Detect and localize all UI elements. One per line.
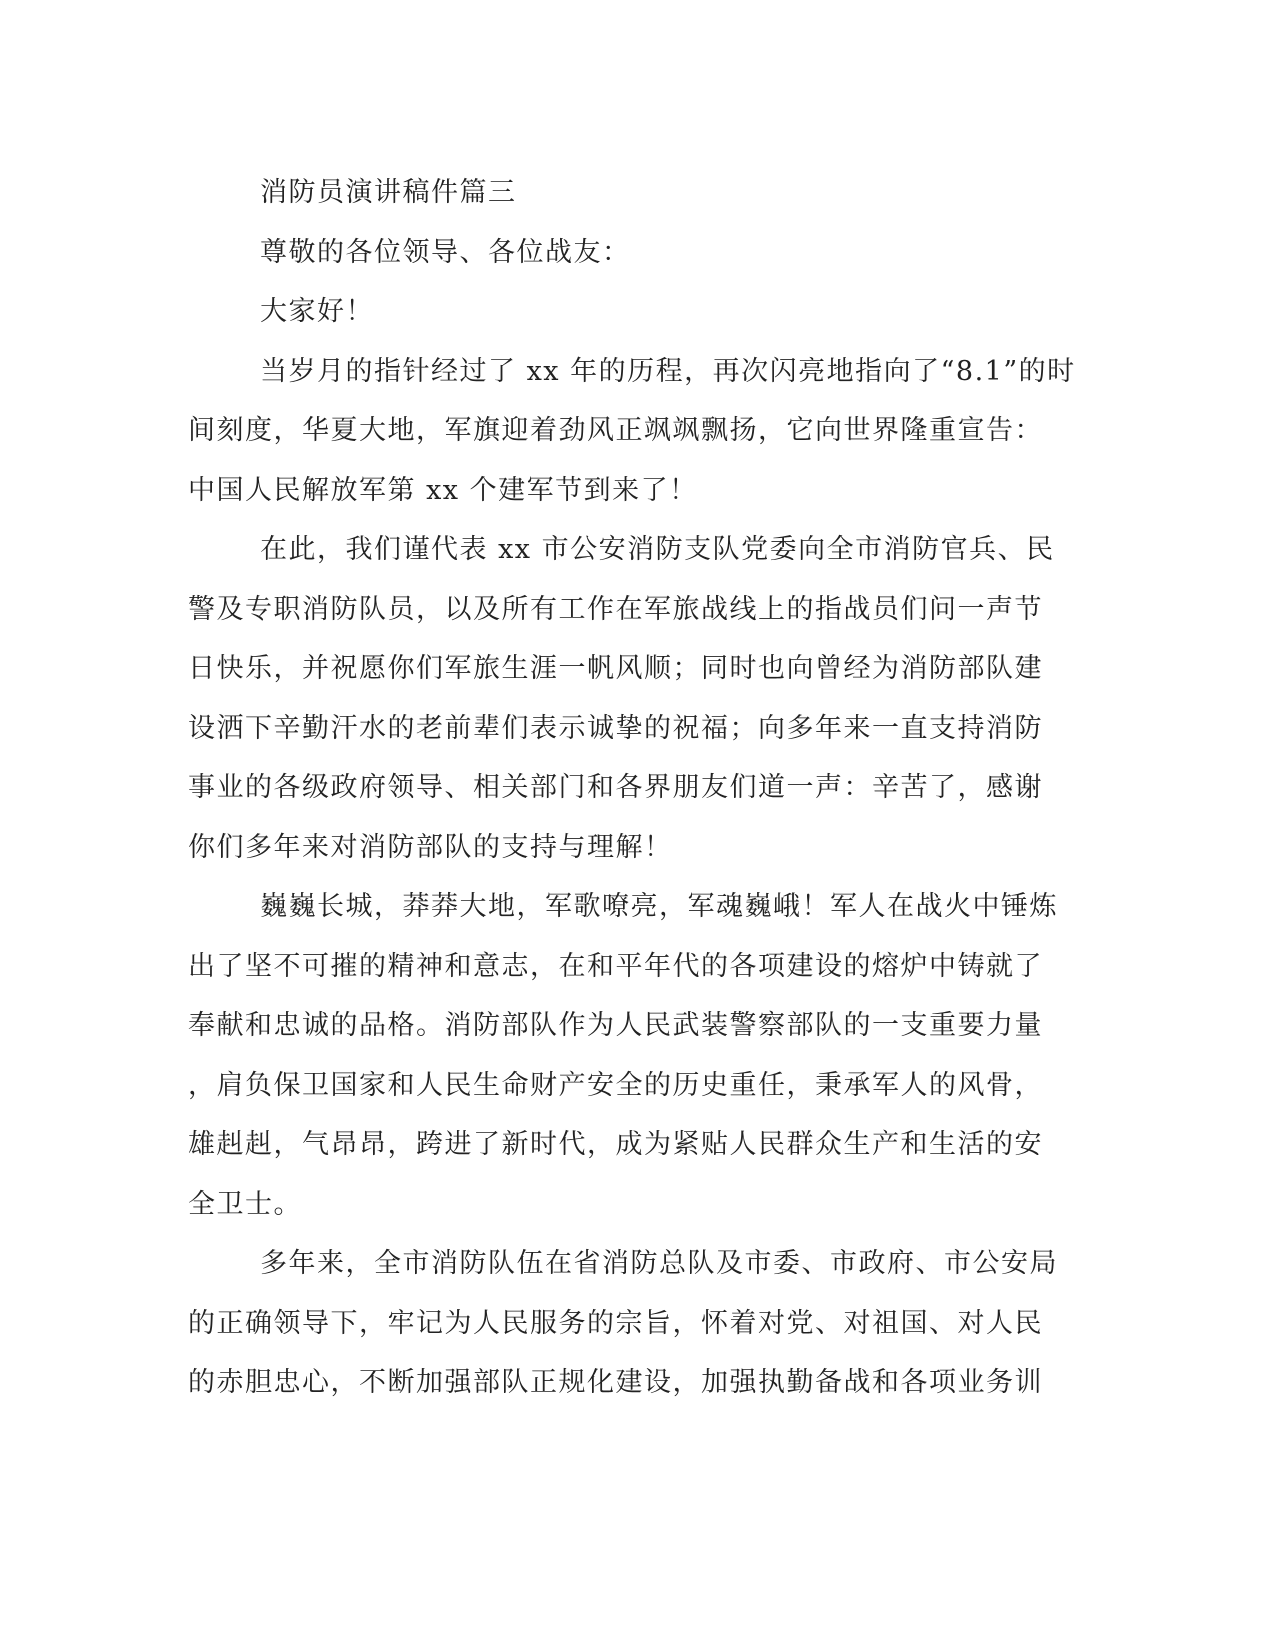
- text-line: 当岁月的指针经过了 xx 年的历程，再次闪亮地指向了“8.1”的时: [260, 355, 1076, 387]
- text-line: 的赤胆忠心，不断加强部队正规化建设，加强执勤备战和各项业务训: [188, 1367, 1043, 1398]
- document-body: [188, 163, 1076, 1413]
- text-line: 多年来，全市消防队伍在省消防总队及市委、市政府、市公安局: [260, 1248, 1058, 1279]
- text-line: 全卫士。: [188, 1188, 302, 1220]
- text-line: 大家好！: [260, 296, 374, 327]
- text-line: 设洒下辛勤汗水的老前辈们表示诚挚的祝福；向多年来一直支持消防: [188, 712, 1043, 744]
- text-line: 日快乐，并祝愿你们军旅生涯一帆风顺；同时也向曾经为消防部队建: [188, 653, 1043, 684]
- text-line: 你们多年来对消防部队的支持与理解！: [188, 831, 673, 863]
- text-line: 在此，我们谨代表 xx 市公安消防支队党委向全市消防官兵、民: [260, 534, 1055, 565]
- text-line: 警及专职消防队员，以及所有工作在军旅战线上的指战员们问一声节: [188, 593, 1043, 625]
- text-line: 出了坚不可摧的精神和意志，在和平年代的各项建设的熔炉中铸就了: [188, 950, 1043, 982]
- paragraph-3: [188, 877, 1068, 1234]
- text-line: 中国人民解放军第 xx 个建军节到来了！: [188, 474, 698, 506]
- text-line: 巍巍长城，莽莽大地，军歌嘹亮，军魂巍峨！军人在战火中锤炼: [260, 891, 1058, 922]
- paragraph-1: [188, 342, 1076, 521]
- text-line: 事业的各级政府领导、相关部门和各界朋友们道一声：辛苦了，感谢: [188, 772, 1043, 803]
- greeting: [188, 282, 1068, 342]
- paragraph-4: [188, 1234, 1068, 1413]
- text-line: ，肩负保卫国家和人民生命财产安全的历史重任，秉承军人的风骨，: [188, 1069, 1043, 1101]
- text-line: 的正确领导下，牢记为人民服务的宗旨，怀着对党、对祖国、对人民: [188, 1307, 1043, 1339]
- text-line: 尊敬的各位领导、各位战友：: [260, 236, 631, 268]
- text-line: 奉献和忠诚的品格。消防部队作为人民武装警察部队的一支重要力量: [188, 1010, 1043, 1041]
- document-title: [188, 163, 1068, 223]
- text-line: 消防员演讲稿件篇三: [260, 177, 517, 208]
- text-line: 雄赳赳，气昂昂，跨进了新时代，成为紧贴人民群众生产和生活的安: [188, 1129, 1043, 1160]
- salutation: [188, 223, 1068, 283]
- paragraph-2: [188, 520, 1068, 877]
- text-line: 间刻度，华夏大地，军旗迎着劲风正飒飒飘扬，它向世界隆重宣告：: [188, 415, 1043, 446]
